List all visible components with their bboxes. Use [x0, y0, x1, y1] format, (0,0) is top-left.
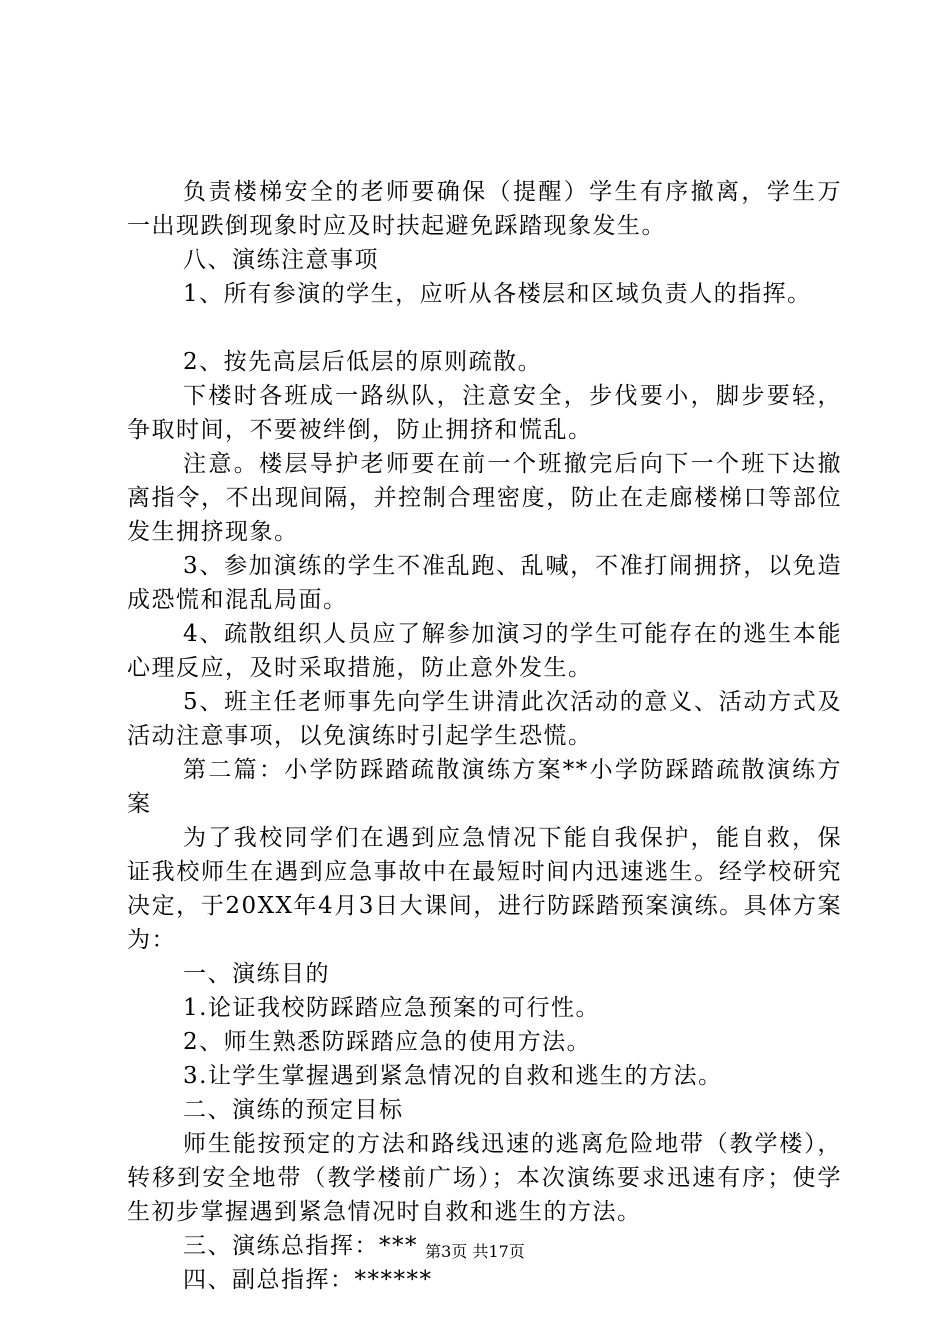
heading-drill-goals: 二、演练的预定目标 [183, 1097, 404, 1123]
paragraph-stair-safety: 负责楼梯安全的老师要确保（提醒）学生有序撤离，学生万一出现跌倒现象时应及时扶起避免踩踏现象发生。 [127, 179, 842, 239]
blank-line [127, 311, 842, 345]
paragraph-deputy-commander: 四、副总指挥：****** [183, 1267, 433, 1293]
page-number-footer: 第3页 共17页 [425, 1242, 525, 1261]
paragraph-note-3: 3、参加演练的学生不准乱跑、乱喊，不准打闹拥挤，以免造成恐慌和混乱局面。 [127, 553, 842, 613]
paragraph-purpose-1: 1.论证我校防踩踏应急预案的可行性。 [183, 995, 600, 1021]
heading-part-two: 第二篇：小学防踩踏疏散演练方案**小学防踩踏疏散演练方案 [127, 757, 842, 817]
paragraph-note-1: 1、所有参演的学生，应听从各楼层和区域负责人的指挥。 [183, 281, 812, 307]
paragraph-note-4: 4、疏散组织人员应了解参加演习的学生可能存在的逃生本能心理反应，及时采取措施，防止意外发生。 [127, 621, 842, 681]
paragraph-commander: 三、演练总指挥：*** [183, 1233, 418, 1259]
paragraph-note-2: 2、按先高层后低层的原则疏散。 [183, 349, 543, 375]
heading-drill-purpose: 一、演练目的 [183, 961, 330, 987]
paragraph-intro: 为了我校同学们在遇到应急情况下能自我保护，能自救，保证我校师生在遇到应急事故中在最短时间内迅速逃生。经学校研究决定，于20XX年4月3日大课间，进行防踩踏预案演练。具体方案为： [127, 825, 842, 953]
document-body [127, 175, 842, 1297]
paragraph-purpose-2: 2、师生熟悉防踩踏应急的使用方法。 [183, 1029, 592, 1055]
paragraph-floor-guide: 注意。楼层导护老师要在前一个班撤完后向下一个班下达撤离指令，不出现间隔，并控制合理密度，防止在走廊楼梯口等部位发生拥挤现象。 [127, 451, 842, 545]
heading-drill-notes: 八、演练注意事项 [183, 247, 379, 273]
paragraph-goals: 师生能按预定的方法和路线迅速的逃离危险地带（教学楼），转移到安全地带（教学楼前广场）；本次演练要求迅速有序；使学生初步掌握遇到紧急情况时自救和逃生的方法。 [127, 1131, 842, 1225]
paragraph-purpose-3: 3.让学生掌握遇到紧急情况的自救和逃生的方法。 [183, 1063, 723, 1089]
paragraph-note-5: 5、班主任老师事先向学生讲清此次活动的意义、活动方式及活动注意事项，以免演练时引起学生恐慌。 [127, 689, 842, 749]
paragraph-downstairs: 下楼时各班成一路纵队，注意安全，步伐要小，脚步要轻，争取时间，不要被绊倒，防止拥挤和慌乱。 [127, 383, 842, 443]
